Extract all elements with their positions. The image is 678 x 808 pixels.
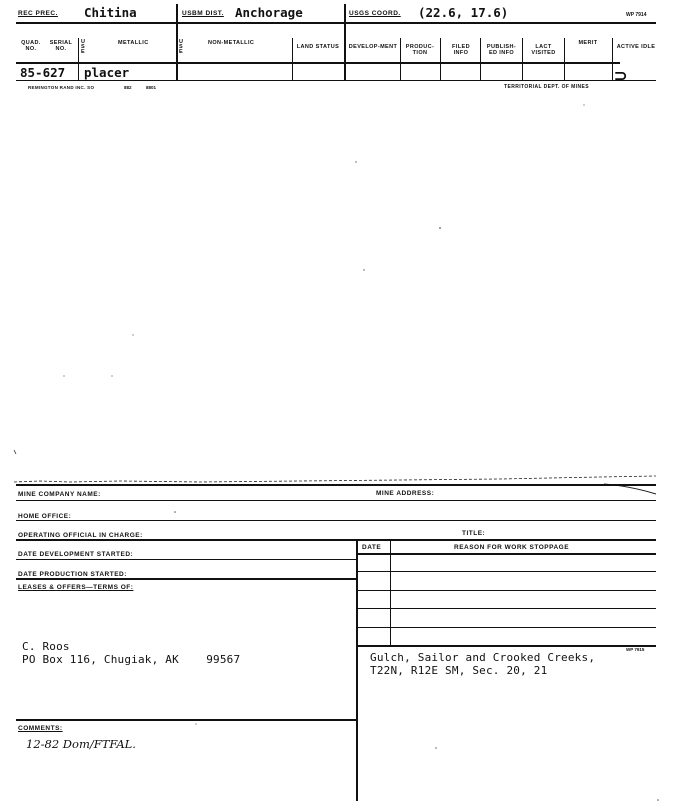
col-non-metallic: NON-METALLIC bbox=[208, 40, 255, 46]
usbm-dist-label: USBM DIST. bbox=[182, 10, 224, 17]
col-merit: MERIT bbox=[578, 40, 598, 46]
rec-prec-value: Chitina bbox=[84, 5, 137, 20]
col-serial-no: SERIAL NO. bbox=[49, 40, 73, 52]
rule bbox=[16, 539, 656, 541]
active-mark: ⊃ bbox=[614, 68, 628, 85]
operating-official-label: OPERATING OFFICIAL IN CHARGE: bbox=[18, 532, 143, 539]
home-office-label: HOME OFFICE: bbox=[18, 513, 72, 520]
scan-edge-lines bbox=[0, 448, 678, 498]
title-label: TITLE: bbox=[462, 530, 486, 537]
rule bbox=[356, 608, 656, 609]
col-metallic: METALLIC bbox=[118, 40, 149, 46]
comments-rule bbox=[16, 719, 356, 721]
col-development: DEVELOP-MENT bbox=[348, 44, 398, 50]
rule bbox=[356, 553, 656, 555]
prod-started-label: DATE PRODUCTION STARTED: bbox=[18, 571, 127, 578]
leases-label: LEASES & OFFERS—TERMS OF: bbox=[18, 584, 134, 591]
mine-address-label: MINE ADDRESS: bbox=[376, 490, 435, 497]
col-published-info: PUBLISH-ED INFO bbox=[486, 44, 517, 56]
date-header: DATE bbox=[362, 544, 382, 551]
col-quad-no: QUAD. NO. bbox=[21, 40, 41, 52]
comments-handwritten: 12-82 Dom/FTFAL. bbox=[26, 737, 136, 751]
vrule bbox=[390, 539, 391, 645]
rule bbox=[356, 590, 656, 591]
printer-code-a: 882 bbox=[124, 85, 132, 90]
mine-company-label: MINE COMPANY NAME: bbox=[18, 491, 101, 498]
printer-code-b: 8801 bbox=[146, 85, 157, 90]
owner-address: PO Box 116, Chugiak, AK 99567 bbox=[22, 653, 241, 666]
center-divider bbox=[356, 539, 358, 801]
department-note: TERRITORIAL DEPT. OF MINES bbox=[504, 84, 589, 90]
col-use-nonmetallic: U S E bbox=[179, 39, 184, 55]
location-line-2: T22N, R12E SM, Sec. 20, 21 bbox=[370, 664, 548, 677]
col-filed-info: FILED INFO bbox=[452, 44, 470, 56]
rule bbox=[16, 520, 656, 521]
usgs-coord-value: (22.6, 17.6) bbox=[418, 5, 509, 20]
quad-serial-value: 85-627 bbox=[20, 65, 66, 80]
usgs-coord-label: USGS COORD. bbox=[349, 10, 401, 17]
col-production: PRODUC-TION bbox=[405, 44, 435, 56]
col-last-visited: LACT VISITED bbox=[531, 44, 556, 56]
form-number-b: WP 7915 bbox=[626, 647, 645, 652]
form-number: WP 7914 bbox=[626, 12, 647, 18]
rule bbox=[16, 559, 356, 560]
col-use-metallic: U S E bbox=[81, 39, 86, 55]
rule bbox=[356, 645, 656, 647]
owner-name: C. Roos bbox=[22, 640, 70, 653]
rule bbox=[16, 500, 656, 501]
rule bbox=[16, 578, 356, 580]
reason-header: REASON FOR WORK STOPPAGE bbox=[454, 544, 570, 551]
col-land-status: LAND STATUS bbox=[296, 44, 340, 50]
mine-company-rule-top bbox=[16, 484, 656, 486]
location-line-1: Gulch, Sailor and Crooked Creeks, bbox=[370, 651, 596, 664]
col-active-idle: ACTIVE IDLE bbox=[616, 44, 656, 50]
metallic-value: placer bbox=[84, 65, 130, 80]
rec-prec-label: REC PREC. bbox=[18, 10, 58, 17]
dev-started-label: DATE DEVELOPMENT STARTED: bbox=[18, 551, 134, 558]
rule bbox=[356, 571, 656, 572]
usbm-dist-value: Anchorage bbox=[235, 5, 303, 20]
printer-note: REMINGTON RAND INC. SO bbox=[28, 85, 95, 90]
rule bbox=[356, 627, 656, 628]
comments-label: COMMENTS: bbox=[18, 725, 63, 732]
